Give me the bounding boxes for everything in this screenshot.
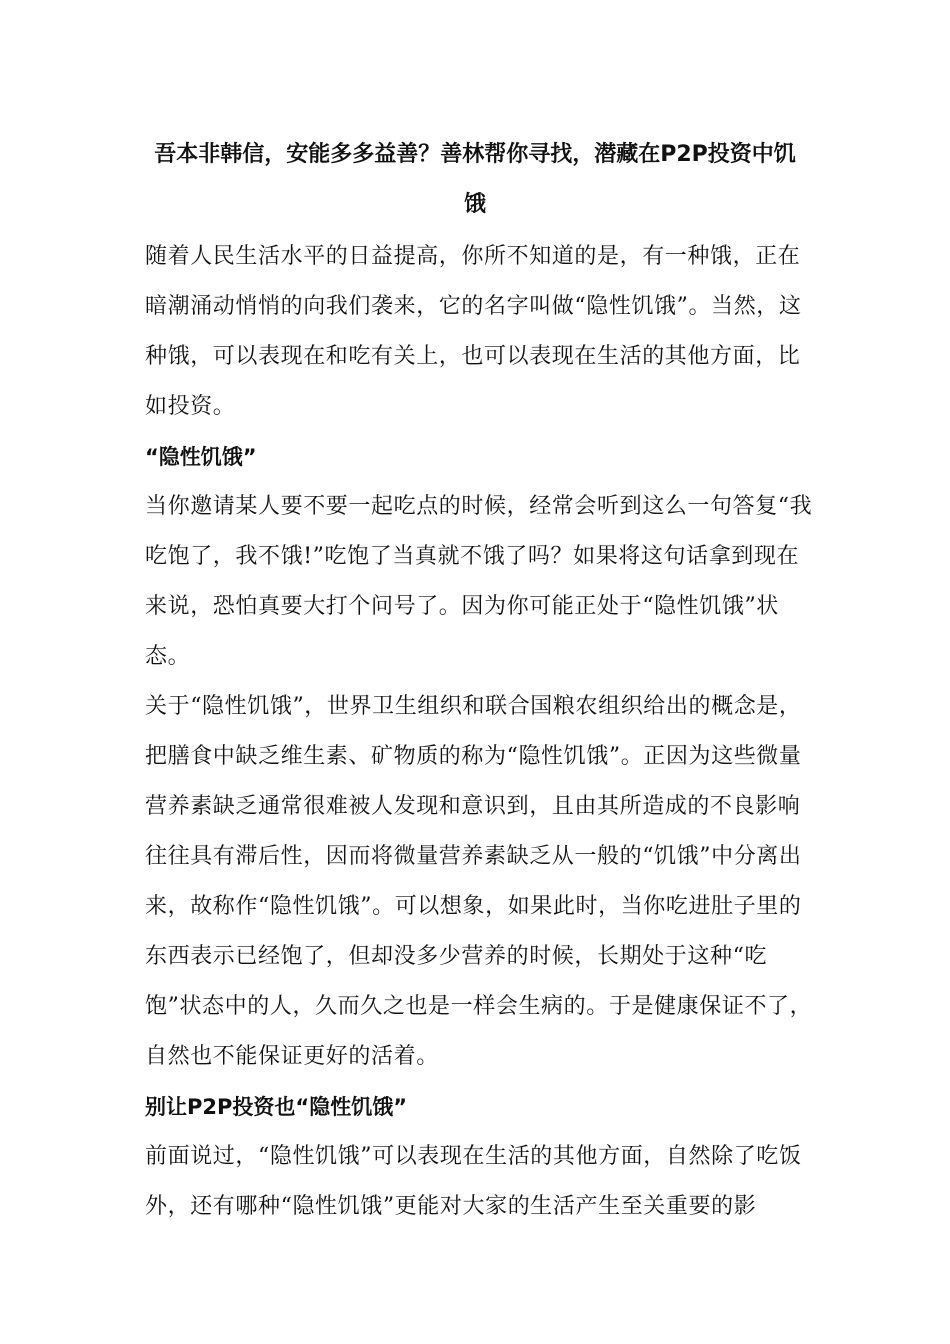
document-body (145, 232, 813, 1232)
paragraph-full-reply: 当你邀请某人要不要一起吃点的时候，经常会听到这么一句答复“我吃饱了，我不饿!”吃饱了当真就不饿了吗？如果将这句话拿到现在来说，恐怕真要大打个问号了。因为你可能正处于“隐性饥饿”状态。 (145, 494, 813, 669)
paragraph-p2p: 前面说过，“隐性饥饿”可以表现在生活的其他方面，自然除了吃饭外，还有哪种“隐性饥饿”更能对大家的生活产生至关重要的影 (145, 1144, 802, 1219)
paragraph-intro: 随着人民生活水平的日益提高，你所不知道的是，有一种饿，正在暗潮涌动悄悄的向我们袭来，它的名字叫做“隐性饥饿”。当然，这种饿，可以表现在和吃有关上，也可以表现在生活的其他方面，比如投资。 (145, 244, 802, 419)
section-heading-p2p: 别让P2P投资也“隐性饥饿” (145, 1095, 407, 1119)
paragraph-definition: 关于“隐性饥饿”，世界卫生组织和联合国粮农组织给出的概念是，把膳食中缺乏维生素、矿物质的称为“隐性饥饿”。正因为这些微量营养素缺乏通常很难被人发现和意识到，且由其所造成的不良影响往往具有滞后性，因而将微量营养素缺乏从一般的“饥饿”中分离出来，故称作“隐性饥饿”。可以想象，如果此时，当你吃进肚子里的东西表示已经饱了，但却没多少营养的时候，长期处于这种“吃饱”状态中的人，久而久之也是一样会生病的。于是健康保证不了，自然也不能保证更好的活着。 (145, 694, 813, 1069)
section-heading-hidden-hunger: “隐性饥饿” (145, 445, 257, 469)
document-title: 吾本非韩信，安能多多益善？善林帮你寻找，潜藏在P2P投资中饥饿 (154, 142, 796, 217)
